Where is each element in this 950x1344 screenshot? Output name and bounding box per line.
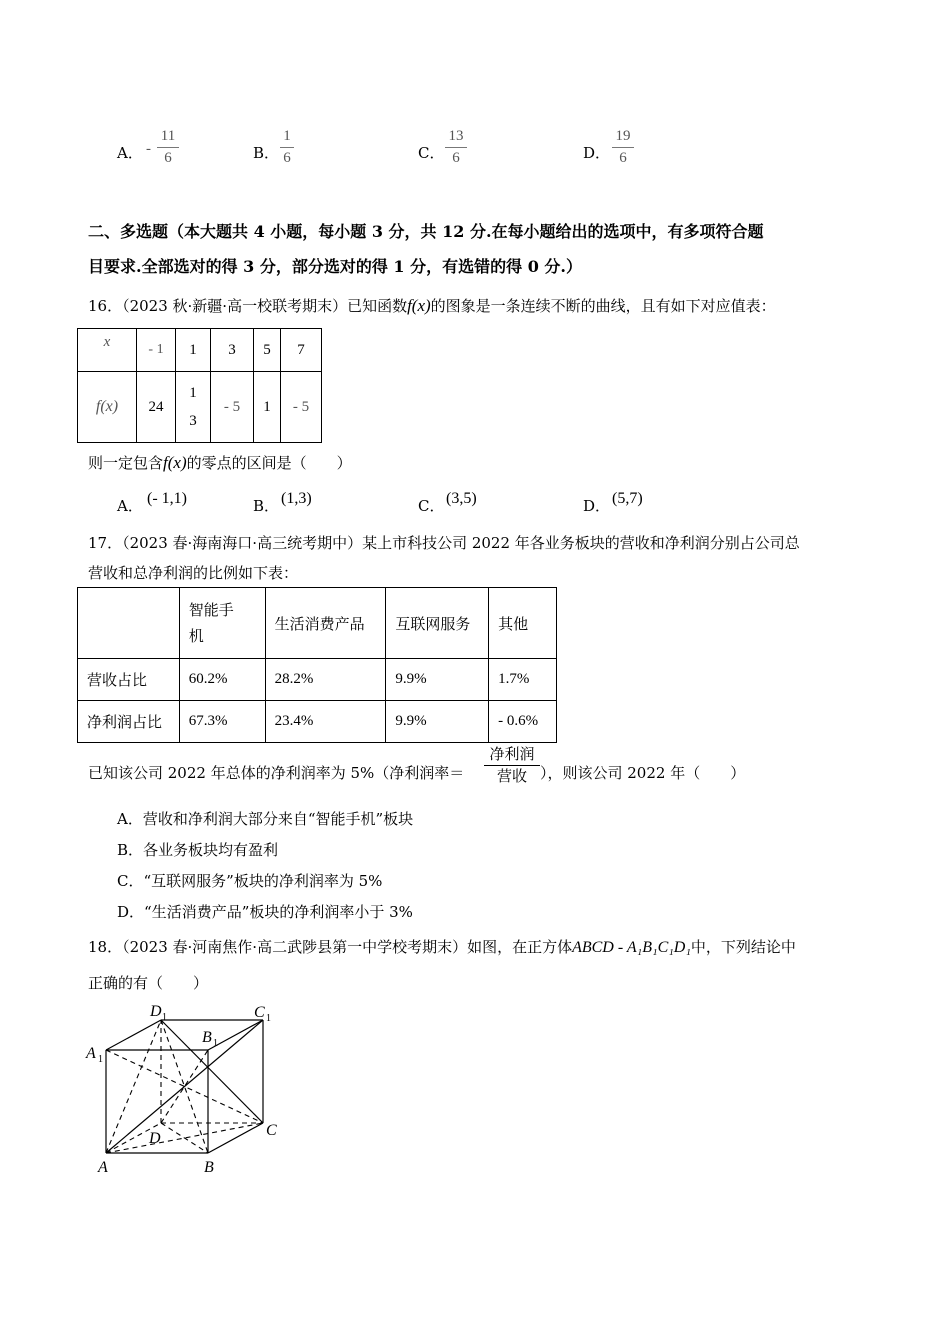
q15-c-denominator: 6	[452, 150, 460, 166]
q17-table-cell: 60.2%	[179, 659, 265, 701]
cube-edge-a1d1	[106, 1020, 161, 1050]
q16-option-c-label[interactable]: C．	[418, 497, 445, 515]
label-d1: D	[150, 1003, 162, 1020]
label-c: C	[266, 1122, 277, 1139]
q17-table-cell: 67.3%	[179, 701, 265, 743]
q17-after-post: ），则该公司 2022 年（ ）	[540, 764, 746, 782]
q17-table-header: 互联网服务	[386, 588, 489, 659]
q17-fraction-denominator: 营收	[496, 767, 527, 785]
q15-d-numerator: 19	[615, 128, 631, 144]
q17-number: 17．	[88, 534, 123, 552]
q16-ask-function: f(x)	[163, 453, 187, 472]
q16-number: 16．	[88, 297, 123, 315]
q16-table-fx-cell: - 5	[211, 372, 254, 443]
q17-table-cell: 1.7%	[489, 659, 557, 701]
q16-option-d-label[interactable]: D．	[583, 497, 611, 515]
q16-table-fx-cell: 13	[189, 385, 197, 429]
cube-diag-ac1	[106, 1020, 263, 1153]
cube-edge-bc	[208, 1123, 263, 1153]
label-a: A	[98, 1159, 108, 1176]
q17-table-cell: 9.9%	[386, 701, 489, 743]
q17-table-cell: 28.2%	[265, 659, 386, 701]
q16-ask-pre: 则一定包含	[88, 454, 164, 472]
q18-line1-pre: （2023 春·河南焦作·高二武陟县第一中学校考期末）如图，在正方体	[122, 938, 573, 956]
q16-source: （2023 秋·新疆·高一校联考期末）已知函数	[122, 297, 408, 315]
q17-table-cell: 23.4%	[265, 701, 386, 743]
q17-line1: （2023 春·海南海口·高三统考期中）某上市科技公司 2022 年各业务板块的营收和净利润分别占公司总	[122, 534, 800, 552]
q16-table-x-cell: 3	[211, 329, 254, 372]
q16-table-x-cell: 1	[176, 329, 211, 372]
q17-table-header: 生活消费产品	[265, 588, 386, 659]
q16-table-x-header: x	[78, 329, 137, 372]
q16-option-b-label[interactable]: B．	[253, 497, 280, 515]
q17-row-label: 营收占比	[78, 659, 180, 701]
q15-c-numerator: 13	[448, 128, 464, 144]
q17-after-pre: 已知该公司 2022 年总体的净利润率为 5%（净利润率＝	[88, 764, 465, 782]
label-a1: A	[86, 1045, 96, 1062]
q17-fraction-numerator: 净利润	[489, 745, 535, 763]
q17-table-header: 智能手机	[188, 601, 234, 645]
q17-option-d-text: “生活消费产品”板块的净利润率小于 3%	[144, 903, 413, 921]
q16-stem-rest: 的图象是一条连续不断的曲线，且有如下对应值表：	[430, 297, 776, 315]
q16-function: f(x)	[407, 296, 431, 315]
q16-table-fx-header: f(x)	[78, 372, 137, 443]
q17-table-cell: 9.9%	[386, 659, 489, 701]
q15-option-a-sign: -	[146, 141, 151, 157]
q16-option-c-value[interactable]: (3,5)	[446, 490, 477, 507]
cube-diag-d1c	[161, 1020, 263, 1123]
q18-stem-line2: 正确的有（ ）	[88, 974, 209, 992]
q17-option-b-label: B．	[117, 841, 144, 859]
label-c1-sub: 1	[266, 1013, 271, 1024]
q16-ask-post: 的零点的区间是（ ）	[186, 454, 352, 472]
label-d1-sub: 1	[162, 1012, 167, 1023]
label-b: B	[204, 1159, 214, 1176]
q16-option-a-value[interactable]: (- 1,1)	[147, 490, 187, 507]
q17-stem-line2: 营收和总净利润的比例如下表：	[88, 564, 299, 582]
cube-hidden-db	[161, 1123, 208, 1153]
section-heading-line2: 目要求.全部选对的得 3 分，部分选对的得 1 分，有选错的得 0 分.）	[88, 257, 582, 276]
q16-table-x-cell: - 1	[137, 329, 176, 372]
q16-option-a-label[interactable]: A．	[117, 497, 143, 515]
q16-table-x-cell: 5	[254, 329, 281, 372]
label-b1: B	[202, 1029, 212, 1046]
q15-option-d-label[interactable]: D．	[583, 144, 611, 162]
label-b1-sub: 1	[213, 1038, 218, 1049]
q17-option-b-text: 各业务板块均有盈利	[143, 841, 279, 859]
q17-option-c-text: “互联网服务”板块的净利润率为 5%	[143, 872, 383, 890]
label-d: D	[149, 1130, 161, 1147]
label-c1: C	[254, 1004, 265, 1021]
label-a1-sub: 1	[98, 1054, 103, 1065]
q18-line1-post: 中，下列结论中	[690, 938, 796, 956]
q16-table-fx-cell: 24	[137, 372, 176, 443]
q15-a-numerator: 11	[160, 128, 176, 144]
q15-a-denominator: 6	[164, 150, 172, 166]
q16-table-x-cell: 7	[281, 329, 322, 372]
q17-row-label: 净利润占比	[78, 701, 180, 743]
q15-option-a-label[interactable]: A．	[117, 144, 143, 162]
q17-option-c-label: C．	[117, 872, 144, 890]
q15-b-numerator: 1	[283, 128, 291, 144]
q17-table-header: 其他	[489, 588, 557, 659]
q16-table-fx-cell: 1	[254, 372, 281, 443]
q15-b-denominator: 6	[283, 150, 291, 166]
q16-option-b-value[interactable]: (1,3)	[281, 490, 312, 507]
q17-table-cell: - 0.6%	[489, 701, 557, 743]
q17-option-a-text: 营收和净利润大部分来自“智能手机”板块	[142, 810, 414, 828]
q16-option-d-value[interactable]: (5,7)	[612, 490, 643, 507]
q18-cube-name: ABCD - A₁B₁C₁D₁	[572, 939, 691, 956]
q17-option-a-label: A．	[117, 810, 143, 828]
q15-option-b-label[interactable]: B．	[253, 144, 280, 162]
section-heading-line1: 二、多选题（本大题共 4 小题，每小题 3 分，共 12 分.在每小题给出的选项中，有多项符合题	[88, 222, 764, 241]
q18-number: 18．	[88, 938, 123, 956]
q15-option-c-label[interactable]: C．	[418, 144, 445, 162]
q15-d-denominator: 6	[619, 150, 627, 166]
q16-table-fx-cell: - 5	[281, 372, 322, 443]
q17-option-d-label: D．	[117, 903, 145, 921]
